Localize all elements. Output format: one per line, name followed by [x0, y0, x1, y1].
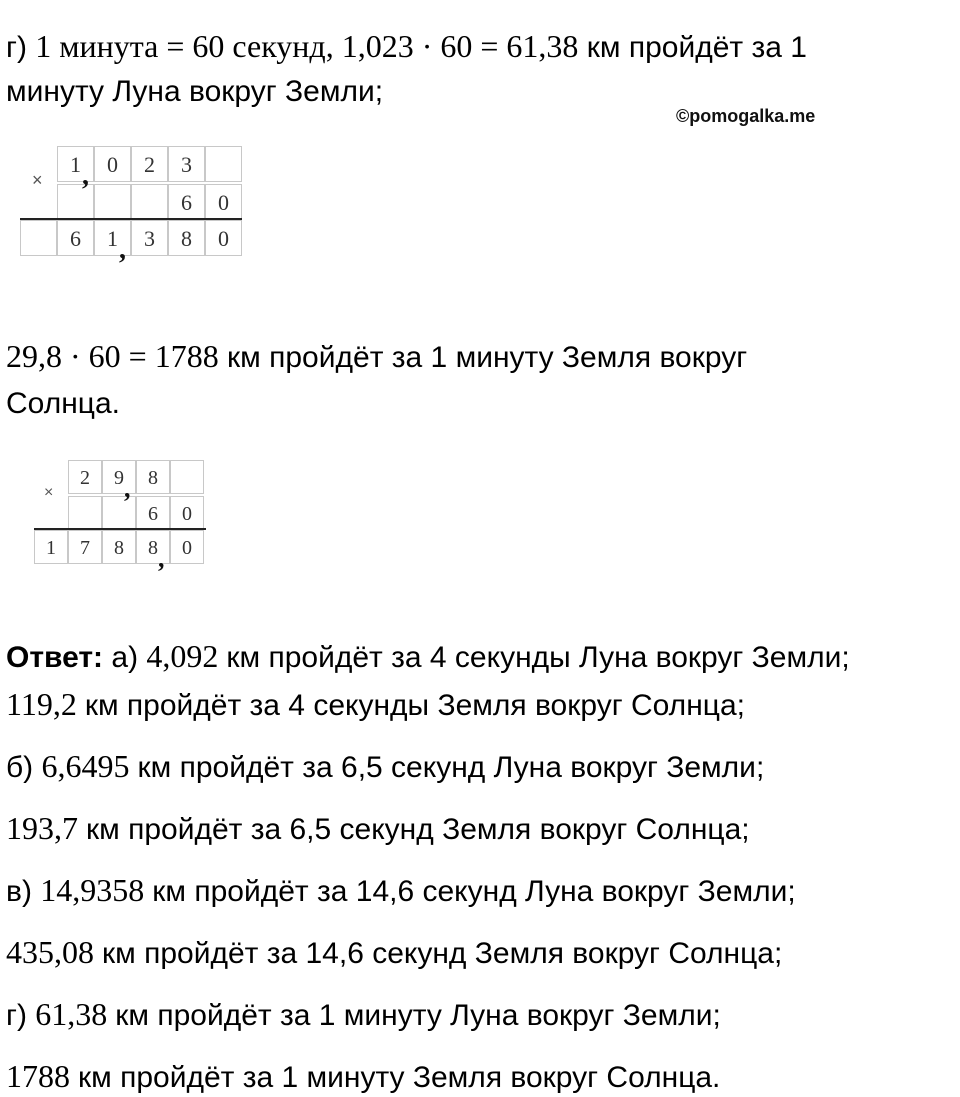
digit-cell: 8 — [136, 460, 170, 494]
answer-number: 14,9358 — [40, 872, 153, 908]
part-g-line-1 — [6, 28, 807, 66]
answer-prefix: в) — [6, 875, 41, 908]
digit-cell — [170, 460, 204, 494]
digit-cell: 8 — [102, 530, 136, 564]
multiplication-grid-2 — [34, 460, 206, 573]
digit-cell: 7 — [68, 530, 102, 564]
digit-cell — [94, 184, 131, 220]
digit-cell — [34, 496, 68, 530]
digit-cell: 0 — [205, 220, 242, 256]
digit-cell: 0 — [170, 530, 204, 564]
digit-cell: 6 — [168, 184, 205, 220]
part-g-text: км пройдёт за 1 — [586, 31, 807, 64]
watermark: ©pomogalka.me — [676, 106, 816, 126]
earth-formula: 29,8 · 60 = 1788 — [6, 338, 219, 374]
decimal-comma: , — [119, 234, 126, 265]
answer-prefix: г) — [6, 999, 36, 1032]
answer-text: км пройдёт за 6,5 секунд Луна вокруг Земли; — [137, 751, 765, 784]
digit-cell: 1 — [94, 220, 131, 256]
answer-line — [6, 872, 796, 910]
digit-cell: 6 — [136, 496, 170, 530]
answer-text: км пройдёт за 14,6 секунд Земля вокруг Солнца; — [102, 937, 783, 970]
digit-cell — [102, 496, 136, 530]
digit-cell: 6 — [57, 220, 94, 256]
digit-cell: 3 — [131, 220, 168, 256]
digit-cell: 1 — [34, 530, 68, 564]
multiply-sign: × — [32, 170, 43, 190]
answer-label: Ответ: — [6, 641, 112, 674]
answer-line — [6, 810, 750, 848]
decimal-comma: , — [124, 474, 131, 503]
answer-line — [6, 638, 850, 676]
part-g-formula: 1 минута = 60 секунд, 1,023 · 60 = 61,38 — [35, 28, 579, 64]
digit-cell — [68, 496, 102, 530]
digit-cell: 0 — [205, 184, 242, 220]
digit-cell: 3 — [168, 146, 205, 182]
answer-line — [6, 996, 721, 1034]
digit-cell: 9 — [102, 460, 136, 494]
digit-cell: 8 — [136, 530, 170, 564]
digit-cell: 1 — [57, 146, 94, 182]
digit-cell: 2 — [68, 460, 102, 494]
answer-text: км пройдёт за 4 секунды Луна вокруг Земли; — [226, 641, 850, 674]
answer-text: км пройдёт за 6,5 секунд Земля вокруг Солнца; — [86, 813, 750, 846]
answer-text: км пройдёт за 14,6 секунд Луна вокруг Земли; — [152, 875, 796, 908]
digit-cell: 0 — [170, 496, 204, 530]
answer-line — [6, 686, 745, 724]
answer-text: км пройдёт за 4 секунды Земля вокруг Солнца; — [84, 689, 745, 722]
part-g-prefix: г) — [6, 31, 27, 64]
earth-line-2: Солнца. — [6, 387, 120, 420]
answer-text: км пройдёт за 1 минуту Луна вокруг Земли; — [115, 999, 721, 1032]
answer-number: 1788 — [6, 1058, 78, 1094]
earth-text: км пройдёт за 1 минуту Земля вокруг — [227, 341, 748, 374]
multiplication-grid-1 — [20, 146, 244, 265]
sign-cell — [20, 220, 57, 256]
digit-cell: 8 — [168, 220, 205, 256]
answer-number: 4,092 — [146, 638, 227, 674]
part-g-line-2: минуту Луна вокруг Земли; — [6, 75, 384, 108]
multiply-sign: × — [44, 484, 54, 501]
answer-line — [6, 1058, 720, 1096]
digit-cell — [34, 460, 68, 494]
digit-cell — [205, 146, 242, 182]
answer-prefix: а) — [111, 641, 147, 674]
answer-number: 193,7 — [6, 810, 86, 846]
decimal-comma: , — [158, 544, 165, 573]
decimal-comma: , — [82, 160, 89, 191]
digit-cell: 0 — [94, 146, 131, 182]
answer-line — [6, 748, 764, 786]
answer-number: 435,08 — [6, 934, 102, 970]
answer-number: 119,2 — [6, 686, 85, 722]
answer-number: 6,6495 — [41, 748, 138, 784]
result-rule — [20, 218, 242, 220]
digit-cell — [131, 184, 168, 220]
answer-number: 61,38 — [35, 996, 116, 1032]
answer-line — [6, 934, 782, 972]
answer-text: км пройдёт за 1 минуту Земля вокруг Солнца. — [78, 1061, 721, 1094]
result-rule — [34, 528, 206, 530]
earth-line-1 — [6, 338, 747, 376]
digit-cell: 2 — [131, 146, 168, 182]
answer-prefix: б) — [6, 751, 42, 784]
